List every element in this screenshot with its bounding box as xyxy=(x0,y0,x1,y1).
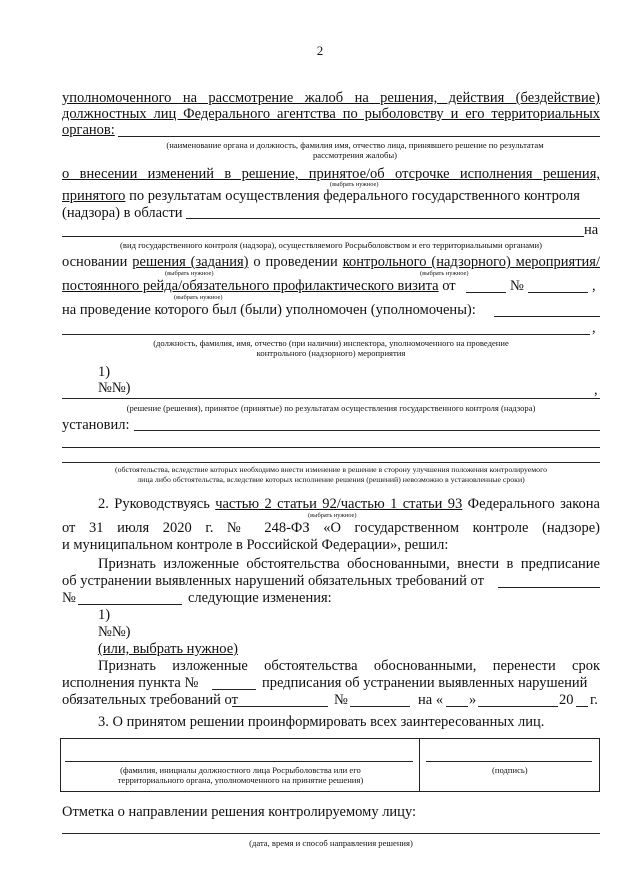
page-number: 2 xyxy=(316,43,324,58)
decision-line-6: на проведение которого был (были) уполномочен (уполномочены): xyxy=(62,302,476,318)
list1-caption: (решение (решения), принятое (принятые) по результатам осуществления государственного контроля (надзора) xyxy=(126,403,536,413)
section2-p2-g: г. xyxy=(590,692,598,708)
intro-caption-2: рассмотрения жалобы) xyxy=(312,150,398,160)
decision-from: от xyxy=(438,278,456,294)
requirements-number-line xyxy=(350,706,410,707)
decision-accepted: принятого xyxy=(62,188,126,204)
section3-text: 3. О принятом решении проинформировать всех заинтересованных лиц. xyxy=(98,714,545,730)
list1-item-2: №№) xyxy=(98,380,131,396)
established-caption-1: (обстоятельства, вследствие которых необходимо внести изменение в решение в сторону улучшения положения контролируемого xyxy=(115,465,547,474)
select-note-1: (выбрать нужное) xyxy=(330,181,379,188)
area-fill-line xyxy=(186,218,600,219)
select-note-3: (выбрать нужное) xyxy=(420,270,469,277)
section2-p2-line-2-a: исполнения пункта № xyxy=(62,675,199,691)
section2-item-1: 1) xyxy=(98,607,111,623)
decision-no: № xyxy=(510,278,524,294)
requirements-date-line xyxy=(232,706,328,707)
signature-fill-line xyxy=(426,761,592,762)
inspector-fill-line-2 xyxy=(62,334,590,335)
area-fill-line-2 xyxy=(62,236,584,237)
section2-p2-no: № xyxy=(334,692,348,708)
decision-raid: постоянного рейда/обязательного профилактического визита xyxy=(62,278,439,294)
decision-task: решения (задания) xyxy=(132,254,249,270)
date-fill-line xyxy=(466,292,506,293)
section2-articles: частью 2 статьи 92/частью 1 статьи 93 xyxy=(215,496,463,512)
section2-p2-line-3-a: обязательных требований от xyxy=(62,692,238,708)
section2-line-2: от 31 июля 2020 г. № 248-ФЗ «О государственном контроле (надзоре) xyxy=(62,520,600,536)
official-fill-line xyxy=(65,761,413,762)
section2-item-2: №№) xyxy=(98,624,131,640)
decision-line-4-b: о проведении xyxy=(248,254,343,270)
decision-line-2-rest: по результатам осуществления федерального государственного контроля xyxy=(125,188,580,204)
decision-line-3: (надзора) в области xyxy=(62,205,183,221)
established-label: установил: xyxy=(62,417,130,433)
established-caption-2: лица либо обстоятельства, вследствие которых исполнение решения (решений) невозможно в установленные сроки) xyxy=(137,475,525,484)
official-caption-1: (фамилия, инициалы должностного лица Росрыболовства или его xyxy=(120,765,361,775)
section2-p1-no: № xyxy=(62,590,76,606)
official-caption-2: территориального органа, уполномоченного на принятие решения) xyxy=(117,775,364,785)
year-line xyxy=(576,706,588,707)
established-line-1 xyxy=(134,430,600,431)
intro-line-2: должностных лиц Федерального агентства по рыболовству и его территориальных xyxy=(62,106,600,122)
section2-p2-line-2-b: предписания об устранении выявленных нарушений xyxy=(262,675,588,691)
footer-caption: (дата, время и способ направления решения) xyxy=(249,838,413,848)
decision-line-7-comma: , xyxy=(592,320,596,336)
official-cell xyxy=(61,739,420,792)
section2-p1-line-2: об устранении выявленных нарушений обязательных требований от xyxy=(62,573,484,589)
decision-event: контрольного (надзорного) мероприятия/ xyxy=(342,254,600,270)
day-line xyxy=(446,706,468,707)
list1-comma: , xyxy=(594,382,598,398)
decision-caption-5: контрольного (надзорного) мероприятия xyxy=(256,348,406,358)
signature-table xyxy=(60,738,600,792)
list1-item-1: 1) xyxy=(98,364,111,380)
section2-or-select: (или, выбрать нужное) xyxy=(98,641,238,657)
footer-label: Отметка о направлении решения контролируемому лицу: xyxy=(62,804,417,820)
established-line-2 xyxy=(62,447,600,448)
section2-p2-na: на « xyxy=(418,692,444,708)
month-line xyxy=(478,706,558,707)
select-note-4: (выбрать нужное) xyxy=(174,294,223,301)
footer-fill-line xyxy=(62,833,600,834)
decision-caption-4: (должность, фамилия, имя, отчество (при наличии) инспектора, уполномоченного на проведение xyxy=(153,338,509,348)
decision-line-4-a: основании xyxy=(62,254,133,270)
established-line-3 xyxy=(62,462,600,463)
select-note-2: (выбрать нужное) xyxy=(165,270,214,277)
signature-cell xyxy=(420,739,600,792)
decision-line-4 xyxy=(62,254,600,271)
decision-na: на xyxy=(584,222,599,238)
section2-p1-rest: следующие изменения: xyxy=(188,590,332,606)
inspector-fill-line xyxy=(494,316,600,317)
section2-p2-quote: » xyxy=(469,692,477,708)
prescription-date-line xyxy=(498,587,600,588)
section2-line-3: и муниципальном контроле в Российской Федерации», решил: xyxy=(62,537,449,553)
list1-fill-line xyxy=(62,398,600,399)
decision-line-1: о внесении изменений в решение, принятое/об отсрочке исполнения решения, xyxy=(62,166,600,182)
intro-line-3: органов: xyxy=(62,122,115,138)
section2-p2-line-1: Признать изложенные обстоятельства обоснованными, перенести срок xyxy=(98,658,600,674)
decision-line-5 xyxy=(62,278,456,295)
decision-line-2 xyxy=(62,188,600,205)
point-number-line xyxy=(212,689,256,690)
intro-fill-line xyxy=(118,136,600,137)
section2-select-note: (выбрать нужное) xyxy=(308,512,357,519)
section2-p1-line-1: Признать изложенные обстоятельства обоснованными, внести в предписание xyxy=(98,556,600,572)
signature-caption: (подпись) xyxy=(491,765,528,775)
intro-line-1: уполномоченного на рассмотрение жалоб на решения, действия (бездействие) xyxy=(62,90,600,106)
section2-p2-20: 20 xyxy=(559,692,574,708)
decision-comma: , xyxy=(592,278,596,294)
prescription-number-line xyxy=(78,604,182,605)
intro-caption-1: (наименование органа и должность, фамилия имя, отчество лица, принявшего решение по результатам xyxy=(166,140,544,150)
decision-caption-3: (вид государственного контроля (надзора), осуществляемого Росрыболовством и его территориальными органами) xyxy=(120,240,542,250)
section2-line-1 xyxy=(98,496,600,513)
section2-line-1-a: 2. Руководствуясь xyxy=(98,496,216,512)
section2-line-1-b: Федерального закона xyxy=(462,496,600,512)
number-fill-line xyxy=(528,292,588,293)
